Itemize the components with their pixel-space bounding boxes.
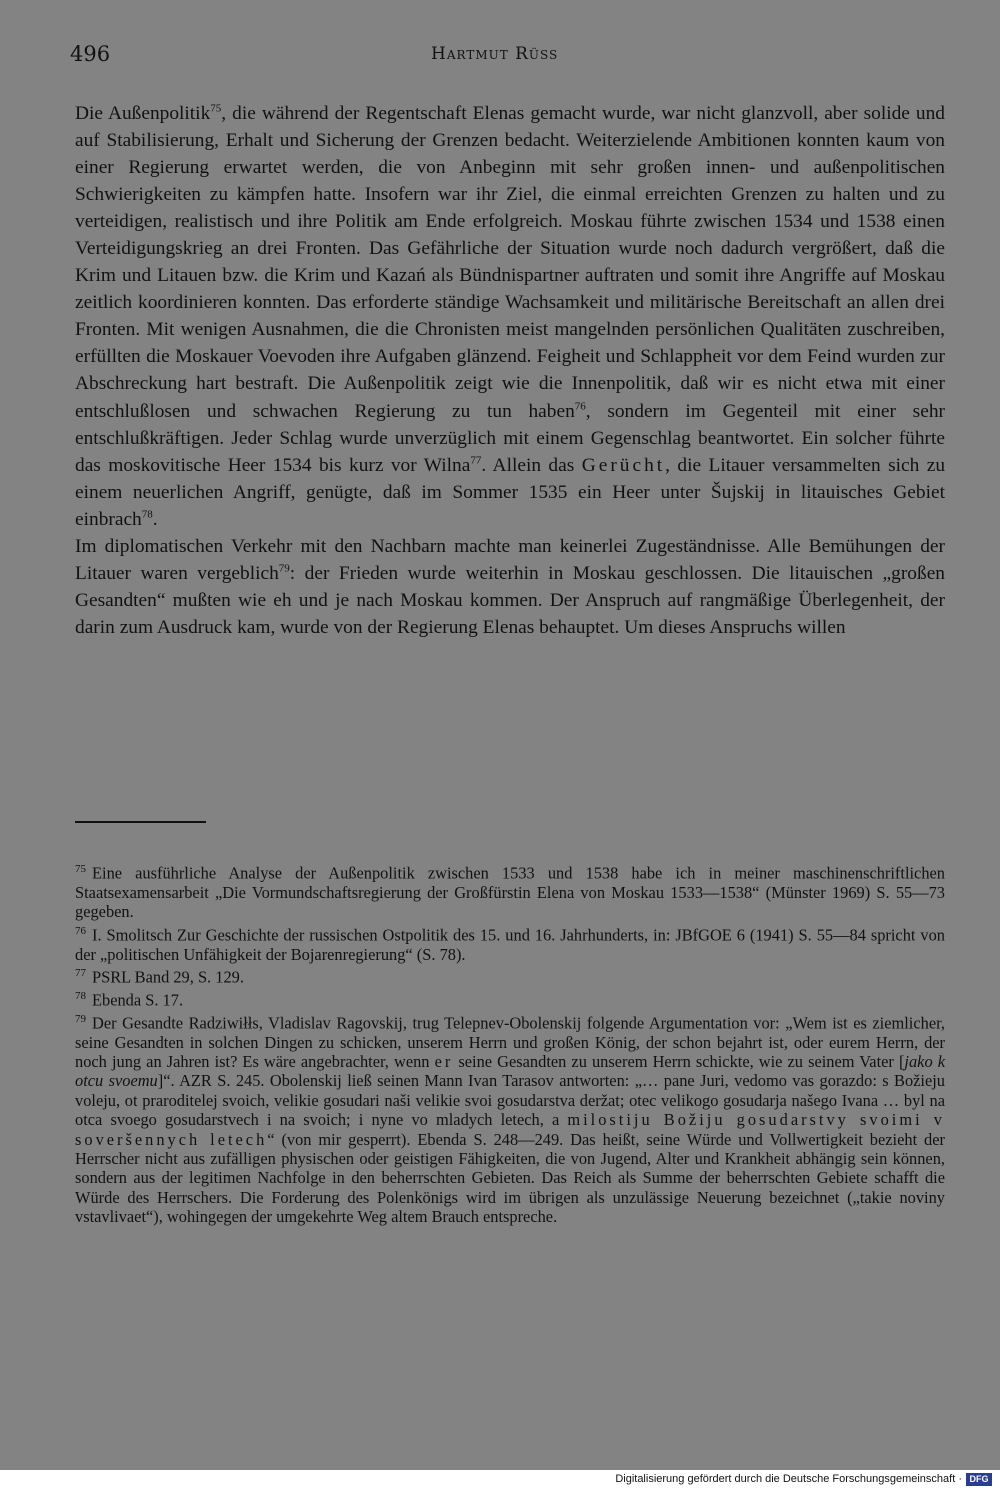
text-run: . Allein das [481, 454, 582, 476]
footnote-text: seine Gesandten zu unserem Herrn schickte, wie zu seinem Vater [ [453, 1052, 905, 1071]
footnote-separator [75, 821, 206, 823]
footnote-79 [75, 1010, 945, 1227]
footnote-75 [75, 860, 945, 922]
text-run: : der Frieden wurde weiterhin in Moskau geschlossen. Die litauischen „großen Gesandten“ mußten wie eh und je nach Moskau kommen. Der Anspruch auf rangmäßige Überlegenheit, der darin zum Ausdruck kam, wurde von der Regierung Elenas behauptet. Um dieses Anspruchs willen [75, 562, 946, 638]
footnote-text: PSRL Band 29, S. 129. [92, 967, 244, 987]
running-title: Hartmut Rüss [431, 44, 559, 64]
footnote-ref-77: 77 [470, 454, 482, 467]
footnotes [75, 860, 945, 1227]
footnote-76 [75, 922, 945, 964]
footnote-77 [75, 964, 945, 987]
footnote-text: ]“. AZR S. 245. Obolenskij ließ seinen Mann Ivan Tarasov antworten: „… pane Juri, vedomo vas gorazdo: s Božieju voleju, ot praroditelej svoich, velikie gosudari naši velikie svoi gosudarstva deržat; otec velikogo gosudarja našego Ivana … byl na otca svoego gosudarstvech i na svoich; i nyne vo mladych letech, a [75, 1071, 945, 1130]
footnote-number: 75 [75, 863, 86, 875]
text-run: , sondern im Gegenteil mit einer sehr entschlußkräftigen. Jeder Schlag wurde unverzüglich mit einem Gegenschlag beantwortet. Ein solcher führte das moskovitische Heer 1534 bis kurz vor Wilna [75, 400, 945, 476]
footnote-number: 79 [75, 1012, 86, 1025]
text-run: Die Außenpolitik [75, 103, 211, 124]
footnote-text: Ebenda S. 17. [92, 990, 184, 1010]
footnote-ref-76: 76 [574, 400, 586, 413]
spaced-phrase: milostiju Božiju gosudarstvy svoimi v soveršennych letech [75, 1110, 945, 1149]
text-run: Im diplomatischen Verkehr mit den Nachbarn machte man keinerlei Zugeständnisse. Alle Bemühungen der Litauer waren vergeblich [75, 535, 945, 584]
spaced-word: er [434, 1052, 454, 1071]
text-run: , die Litauer versammelten sich zu einem neuerlichen Angriff, genügte, daß im Sommer 1535 ein Heer unter Šujskij in litauisches Gebiet einbrach [75, 454, 946, 530]
paragraph-1 [75, 100, 945, 533]
page-number: 496 [70, 42, 111, 66]
footnote-text: I. Smolitsch Zur Geschichte der russischen Ostpolitik des 15. und 16. Jahrhunderts, in: JBfGOE 6 (1941) S. 55—84 spricht von der „politischen Unfähigkeit der Bojarenregierung“ (S. 78). [75, 925, 945, 964]
footnote-text: Eine ausführliche Analyse der Außenpolitik zwischen 1533 und 1538 habe ich in meiner maschinenschriftlichen Staatsexamensarbeit „Die Vormundschaftsregierung der Großfürstin Elena von Moskau 1533—1538“ (Münster 1969) S. 55—73 gegeben. [75, 863, 945, 922]
footnote-number: 78 [75, 989, 86, 1002]
footnote-ref-75: 75 [210, 102, 222, 115]
footnote-text: “ (von mir gesperrt). Ebenda S. 248—249. Das heißt, seine Würde und Vollwertigkeit bezieht der Herrscher nicht aus zufälligen physischen oder geistigen Fähigkeiten, die von Jugend, Alter und Krankheit abhängig sein können, sondern aus der legitimen Nachfolge in den beherrschten Gebieten. Das Reich als Summe der beherrschten Gebiete schafft die Würde des Herrschers. Die Forderung des Polenkönigs wird im übrigen als unzulässige Neuerung bezeichnet („takie noviny vstavlivaet“), wohingegen der umgekehrte Weg altem Brauch entspreche. [75, 1129, 945, 1227]
italic-quote: jako k otcu svoemu [75, 1052, 945, 1091]
spaced-word: Gerücht [581, 454, 666, 476]
footnote-number: 76 [75, 924, 86, 937]
footnote-ref-79: 79 [278, 562, 290, 575]
dfg-logo: DFG [966, 1473, 992, 1486]
footnote-number: 77 [75, 966, 86, 979]
footnote-text: Der Gesandte Radziwiłłs, Vladislav Ragovskij, trug Telepnev-Obolenskij folgende Argumentation vor: „Wem ist es ziemlicher, seine Gesandten in solchen Dingen zu schicken, unserem Herrn und großen König, der schon bejahrt ist, oder eurem Herrn, der noch jung an Jahren ist? Es wäre angebrachter, wenn [75, 1013, 945, 1071]
digitization-credit: Digitalisierung gefördert durch die Deutsche Forschungsgemeinschaft · [615, 1473, 962, 1485]
text-run: , die während der Regentschaft Elenas gemacht wurde, war nicht glanzvoll, aber solide und auf Stabilisierung, Erhalt und Sicherung der Grenzen bedacht. Weiterzielende Ambitionen konnten kaum von einer Regierung erwartet werden, die von Anbeginn mit sehr großen innen- und außenpolitischen Schwierigkeiten zu kämpfen hatte. Insofern war ihr Ziel, die einmal erreichten Grenzen zu halten und zu verteidigen, realistisch und ihre Politik am Ende erfolgreich. Moskau führte zwischen 1534 und 1538 einen Verteidigungskrieg an drei Fronten. Das Gefährliche der Situation wurde noch dadurch vergrößert, daß die Krim und Litauen bzw. die Krim und Kazań als Bündnispartner auftraten und somit ihre Angriffe auf Moskau zeitlich koordinieren konnten. Das erforderte ständige Wachsamkeit und militärische Bereitschaft an allen drei Fronten. Mit wenigen Ausnahmen, die die Chronisten meist mangelnden persönlichen Qualitäten zuschreiben, erfüllten die Moskauer Voevoden ihre Aufgaben glänzend. Feigheit und Schlappheit vor dem Feind wurden zur Abschreckung hart bestraft. Die Außenpolitik zeigt wie die Innenpolitik, daß wir es nicht etwa mit einer entschlußlosen und schwachen Regierung zu tun haben [75, 103, 945, 422]
main-text [75, 100, 945, 641]
paragraph-2 [75, 533, 945, 641]
footnote-78 [75, 987, 945, 1010]
footnote-ref-78: 78 [141, 508, 153, 521]
text-run: . [152, 508, 158, 530]
